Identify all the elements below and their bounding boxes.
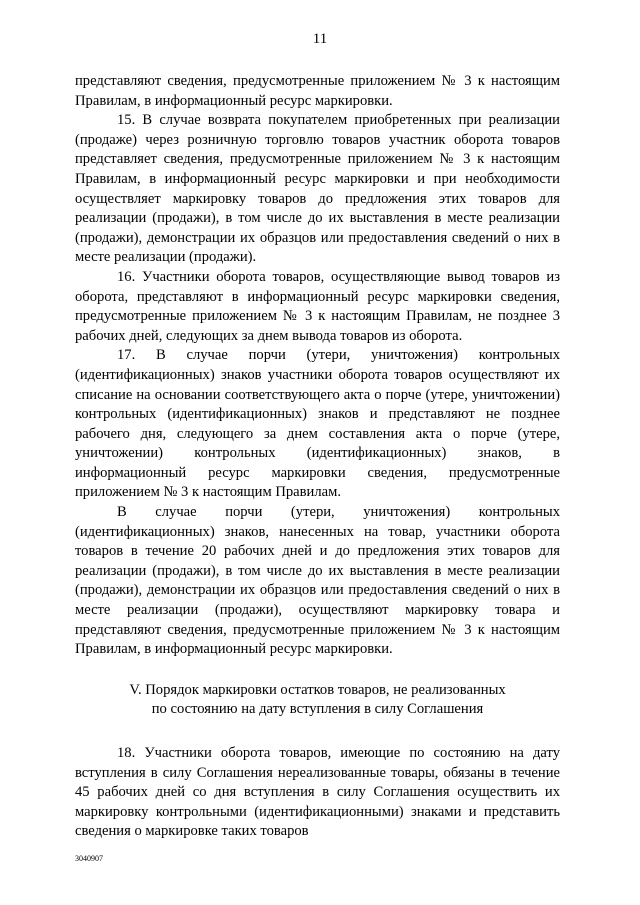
document-body	[75, 72, 560, 842]
paragraph-16: 16. Участники оборота товаров, осуществляющие вывод товаров из оборота, представляют в информационный ресурс маркировки сведения, предусмотренные приложением № 3 к настоящим Правилам, не позднее 3 рабочих дней, следующих за днем вывода товаров из оборота.	[75, 268, 560, 344]
paragraph-18: 18. Участники оборота товаров, имеющие по состоянию на дату вступления в силу Соглашения нереализованные товары, обязаны в течение 45 рабочих дней со дня вступления в силу Соглашения осуществить их маркировку контрольными (идентификационными) знаками и представить сведения о маркировке таких товаров	[75, 745, 560, 840]
page-number: 11	[312, 31, 328, 47]
footer-document-code: 3040907	[75, 854, 103, 863]
paragraph-17-second: В случае порчи (утери, уничтожения) контрольных (идентификационных) знаков, нанесенных на товар, участники оборота товаров в течение 20 рабочих дней и до предложения этих товаров для реализации (продажи), в том числе до их выставления в месте реализации (продажи), демонстрации их образцов или предоставления сведений о них в месте реализации (продажи), осуществляют маркировку товара и представляют сведения, предусмотренные приложением № 3 к настоящим Правилам, в информационный ресурс маркировки.	[75, 504, 560, 658]
section-heading-line-1: V. Порядок маркировки остатков товаров, не реализованных	[129, 681, 506, 698]
paragraph-continuation: представляют сведения, предусмотренные приложением № 3 к настоящим Правилам, в информационный ресурс маркировки.	[75, 73, 560, 109]
section-heading-line-2: по состоянию на дату вступления в силу Соглашения	[151, 701, 484, 718]
paragraph-15: 15. В случае возврата покупателем приобретенных при реализации (продаже) через розничную торговлю товаров участник оборота товаров представляет сведения, предусмотренные приложением № 3 к настоящим Правилам, в информационный ресурс маркировки и при необходимости осуществляет маркировку товаров до предложения этих товаров для реализации (продажи), в том числе до их выставления в месте реализации (продажи), демонстрации их образцов или предоставления сведений о них в месте реализации (продажи).	[75, 112, 560, 266]
section-heading	[75, 681, 560, 720]
paragraph-17: 17. В случае порчи (утери, уничтожения) контрольных (идентификационных) знаков участники оборота товаров осуществляют их списание на основании соответствующего акта о порче (утере, уничтожении) контрольных (идентификационных) знаков и представляют не позднее рабочего дня, следующего за днем составления акта о порче (утере, уничтожении) контрольных (идентификационных) знаков, в информационный ресурс маркировки сведения, предусмотренные приложением № 3 к настоящим Правилам.	[75, 347, 560, 501]
